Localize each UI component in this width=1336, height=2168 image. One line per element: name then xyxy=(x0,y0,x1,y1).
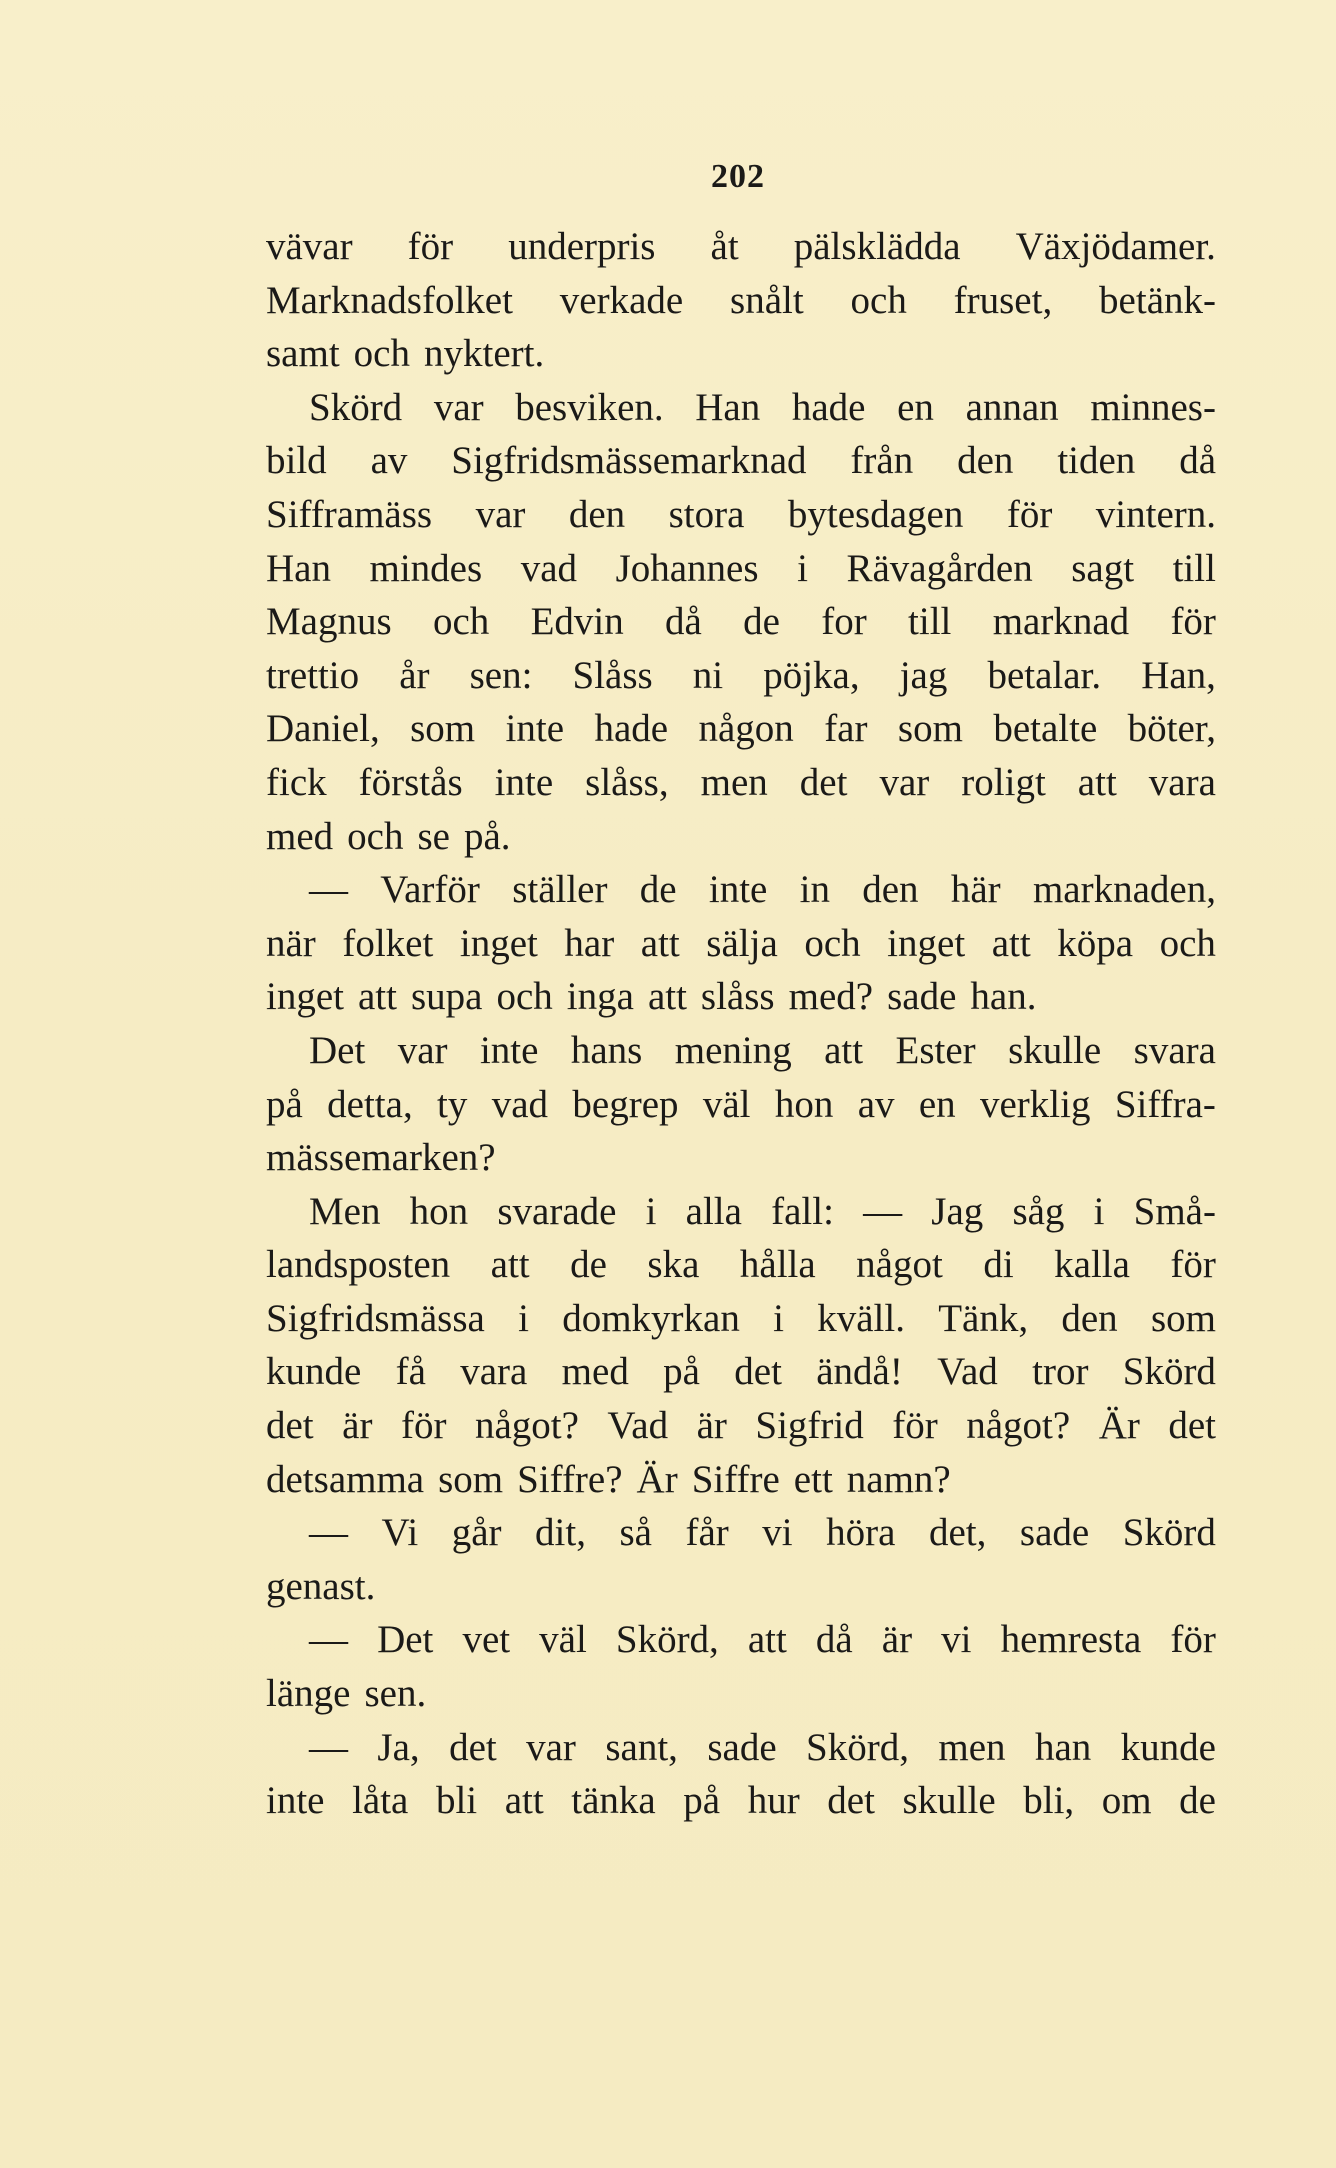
text-line: inget att supa och inga att slåss med? sade han. xyxy=(266,975,1037,1019)
text-line: — Ja, det var sant, sade Skörd, men han kunde xyxy=(309,1725,1216,1769)
text-line: mässemarken? xyxy=(266,1136,496,1180)
text-line: vävar för underpris åt pälsklädda Växjödamer. xyxy=(266,225,1216,268)
text-line: trettio år sen: Slåss ni pöjka, jag betalar. Han, xyxy=(266,653,1216,697)
text-line: med och se på. xyxy=(266,814,511,858)
text-line: Men hon svarade i alla fall: — Jag såg i Små- xyxy=(309,1189,1216,1233)
text-line: Marknadsfolket verkade snålt och fruset, betänk- xyxy=(266,278,1216,322)
text-line: Skörd var besviken. Han hade en annan minnes- xyxy=(309,385,1216,429)
text-line: Sifframäss var den stora bytesdagen för vintern. xyxy=(266,492,1216,536)
text-line: bild av Sigfridsmässemarknad från den tiden då xyxy=(266,439,1216,483)
text-line: — Det vet väl Skörd, att då är vi hemresta för xyxy=(309,1618,1216,1662)
text-line: fick förstås inte slåss, men det var roligt att vara xyxy=(266,760,1216,804)
text-line: — Vi går dit, så får vi höra det, sade Skörd xyxy=(309,1511,1216,1555)
text-line: detsamma som Siffre? Är Siffre ett namn? xyxy=(266,1457,951,1501)
text-line: när folket inget har att sälja och inget att köpa och xyxy=(266,921,1216,965)
text-line: samt och nyktert. xyxy=(266,332,545,376)
text-line: — Varför ställer de inte in den här marknaden, xyxy=(309,868,1216,912)
text-line: Han mindes vad Johannes i Rävagården sagt till xyxy=(266,546,1216,590)
text-line: Daniel, som inte hade någon far som betalte böter, xyxy=(266,707,1216,751)
text-line: Sigfridsmässa i domkyrkan i kväll. Tänk, den som xyxy=(266,1296,1216,1340)
page-number: 202 xyxy=(711,158,765,195)
body-text xyxy=(266,220,1216,1828)
text-line: det är för något? Vad är Sigfrid för något? Är det xyxy=(266,1404,1216,1448)
text-line: landsposten att de ska hålla något di kalla för xyxy=(266,1243,1216,1287)
text-line: inte låta bli att tänka på hur det skulle bli, om de xyxy=(266,1779,1216,1823)
text-line: kunde få vara med på det ändå! Vad tror Skörd xyxy=(266,1350,1216,1394)
text-line: på detta, ty vad begrep väl hon av en verklig Siffra- xyxy=(266,1082,1216,1126)
text-line: länge sen. xyxy=(266,1672,427,1716)
text-line: Det var inte hans mening att Ester skulle svara xyxy=(309,1028,1216,1072)
text-line: Magnus och Edvin då de for till marknad för xyxy=(266,600,1216,644)
text-line: genast. xyxy=(266,1564,376,1608)
